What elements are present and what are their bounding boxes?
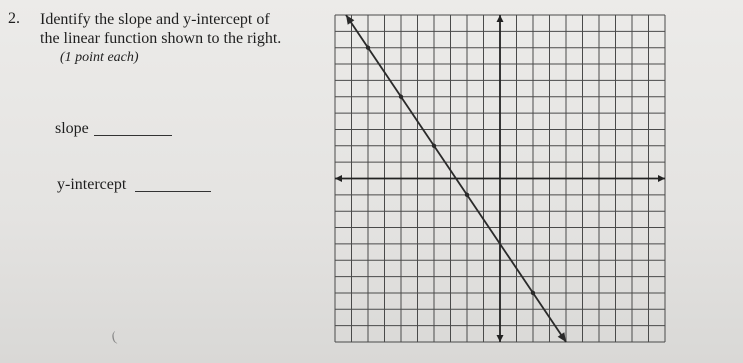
- line-point: [531, 291, 535, 295]
- line-point: [366, 46, 370, 50]
- line-arrow-end: [558, 332, 566, 342]
- x-axis-arrow-right: [658, 175, 665, 182]
- coordinate-grid: [334, 14, 666, 343]
- line-point: [432, 144, 436, 148]
- y-intercept-answer-blank[interactable]: [135, 191, 211, 192]
- point-value: (1 point each): [60, 50, 139, 65]
- stray-pencil-mark: (: [110, 329, 118, 346]
- y-axis-arrow-down: [497, 335, 504, 342]
- slope-label: slope: [55, 120, 89, 137]
- y-axis-arrow-up: [497, 15, 504, 22]
- question-number: 2.: [8, 10, 20, 27]
- slope-answer-blank[interactable]: [94, 135, 172, 136]
- line-point: [399, 95, 403, 99]
- y-intercept-label: y-intercept: [57, 176, 127, 193]
- x-axis-arrow-left: [335, 175, 342, 182]
- question-prompt: [40, 10, 281, 48]
- question-line-1: Identify the slope and y-intercept of: [40, 11, 270, 28]
- line-point: [465, 193, 469, 197]
- line-arrow-start: [346, 15, 354, 25]
- question-line-2: the linear function shown to the right.: [40, 30, 282, 47]
